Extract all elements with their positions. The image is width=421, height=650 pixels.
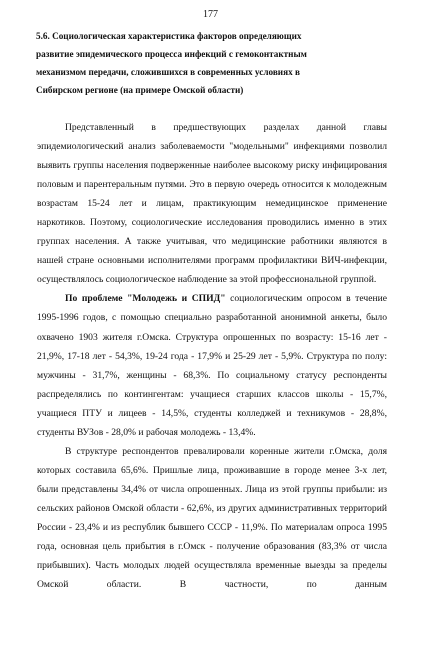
body-text — [37, 118, 387, 594]
paragraph: Представленный в предшествующих разделах данной главы эпидемиологический анализ заболеваемости "модельными" инфекциями позволил выявить группы населения подверженные наиболее высокому риску инфицирования половым и парентеральным путями. Это в первую очередь относится к молодежным возрастам 15-24 лет и лицам, практикующим немедицинское применение наркотиков. Поэтому, социологические исследования проводились именно в этих группах населения. А также учитывая, что медицинские работники являются в нашей стране основными исполнителями программ профилактики ВИЧ-инфекции, осуществлялось социологическое наблюдение за этой профессиональной группой. — [37, 122, 387, 286]
heading-line: механизмом передачи, сложившихся в современных условиях в — [36, 67, 300, 77]
heading-line: Сибирском регионе (на примере Омской области) — [36, 85, 244, 95]
section-heading — [36, 27, 386, 99]
page-number: 177 — [203, 9, 218, 20]
paragraph: В структуре респондентов превалировали коренные жители г.Омска, доля которых составила 65,6%. Пришлые лица, проживавшие в городе менее 3-х лет, были представлены 34,4% от числа опрошенных. Лица из этой группы прибыли: из сельских районов Омской области - 62,6%, из других административных территорий России - 23,4% и из республик бывшего СССР - 11,9%. По материалам опроса 1995 года, основная цель прибытия в г.Омск - получение образования (83,3% от числа прибывших). Часть молодых людей осуществляла временные выезды за пределы Омской области. В частности, по данным — [37, 445, 387, 591]
paragraph-lead: По проблеме "Молодежь и СПИД" — [65, 293, 226, 305]
paragraph — [37, 289, 387, 441]
heading-line: 5.6. Социологическая характеристика факторов определяющих — [36, 31, 302, 41]
heading-line: развитие эпидемического процесса инфекций с гемоконтактным — [36, 49, 307, 59]
paragraph-text: социологическим опросом в течение 1995-1996 годов, с помощью специально разработанной анонимной анкеты, было охвачено 1903 жителя г.Омска. Структура опрошенных по возрасту: 15-16 лет - 21,9%, 17-18 лет - 54,3%, 19-24 года - 17,9% и 25-29 лет - 5,9%. Структура по полу: мужчины - 31,7%, женщины - 68,3%. По социальному статусу респонденты распределялись по контингентам: учащиеся старших классов школы - 15,7%, учащиеся ПТУ и лицеев - 14,5%, студенты колледжей и техникумов - 28,8%, студенты ВУЗов - 28,0% и рабочая молодежь - 13,4%. — [37, 293, 387, 438]
